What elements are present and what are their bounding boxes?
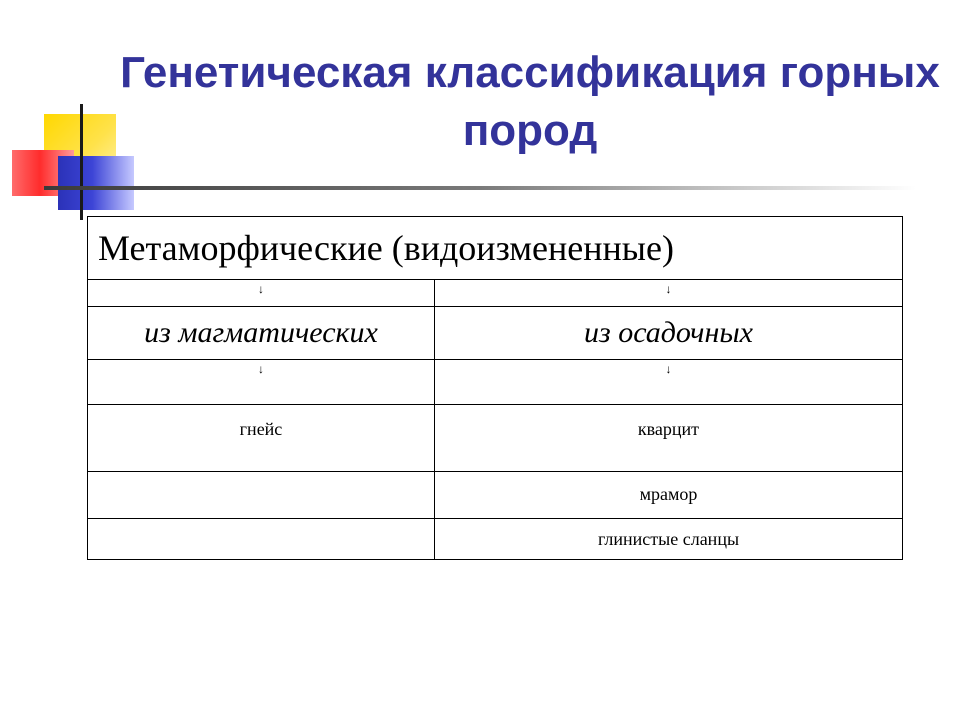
table-row-arrows bbox=[88, 360, 903, 405]
example-cell-right bbox=[435, 472, 903, 519]
table-row-arrows bbox=[88, 280, 903, 307]
title-underline bbox=[44, 186, 916, 190]
decor-vertical-line bbox=[80, 104, 83, 220]
arrow-down-icon: ↓ bbox=[258, 282, 264, 296]
decor-blue-square bbox=[58, 156, 134, 210]
arrow-down-icon: ↓ bbox=[665, 362, 672, 376]
example-cell-left bbox=[88, 472, 435, 519]
arrow-down-icon: ↓ bbox=[665, 282, 672, 296]
table-row bbox=[88, 405, 903, 472]
example-empty bbox=[88, 519, 434, 529]
arrow-down-icon: ↓ bbox=[258, 362, 264, 376]
example-clay-shale: глинистые сланцы bbox=[597, 529, 740, 549]
classification-table bbox=[87, 216, 903, 560]
subtype-cell-left bbox=[88, 307, 435, 360]
example-cell-right bbox=[435, 519, 903, 560]
table-row bbox=[88, 519, 903, 560]
arrow-cell-right bbox=[435, 360, 903, 405]
example-cell-left bbox=[88, 519, 435, 560]
metamorphic-heading: Метаморфические (видоизмененные) bbox=[98, 228, 674, 268]
table-row-subtypes bbox=[88, 307, 903, 360]
subtype-cell-right bbox=[435, 307, 903, 360]
slide-title: Генетическая классификация горных пород bbox=[120, 48, 940, 155]
example-quartzite: кварцит bbox=[637, 419, 700, 439]
example-gneiss: гнейс bbox=[239, 419, 283, 439]
arrow-cell-left bbox=[88, 280, 435, 307]
example-empty bbox=[88, 472, 434, 484]
example-marble: мрамор bbox=[639, 484, 698, 504]
subtype-sedimentary: из осадочных bbox=[584, 316, 753, 349]
arrow-cell-left bbox=[88, 360, 435, 405]
table-row-header bbox=[88, 217, 903, 280]
example-cell-left bbox=[88, 405, 435, 472]
header-cell bbox=[88, 217, 903, 280]
table-row bbox=[88, 472, 903, 519]
arrow-cell-right bbox=[435, 280, 903, 307]
example-cell-right bbox=[435, 405, 903, 472]
subtype-magmatic: из магматических bbox=[144, 316, 378, 349]
